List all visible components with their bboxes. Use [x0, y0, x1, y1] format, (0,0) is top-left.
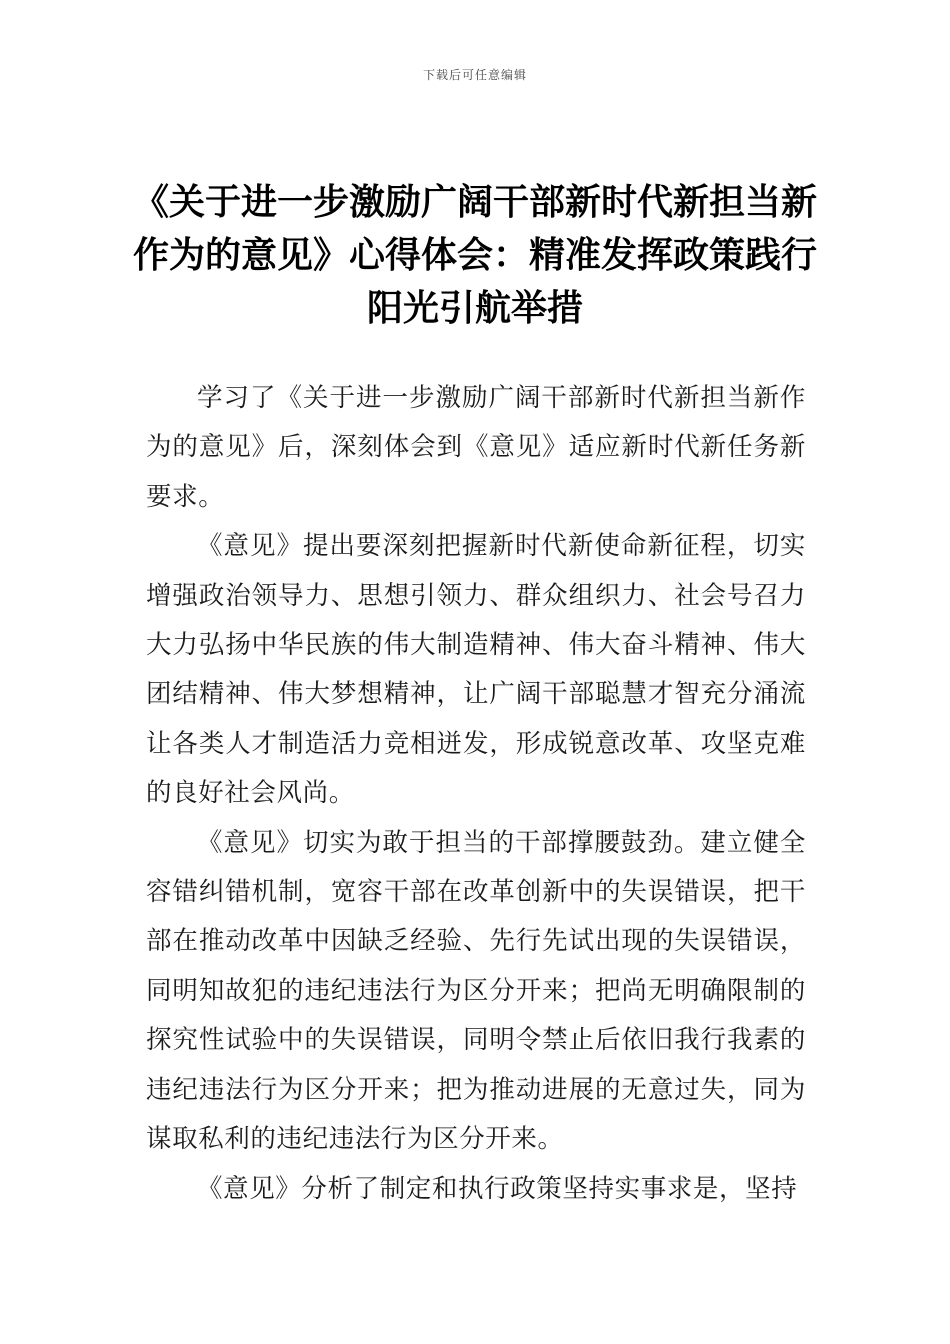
header-note: 下载后可任意编辑 — [422, 68, 527, 82]
document-title: 《关于进一步激励广阔干部新时代新担当新作为的意见》心得体会：精准发挥政策践行阳光引航举措 — [132, 182, 817, 329]
paragraph-4: 《意见》分析了制定和执行政策坚持实事求是，坚持 — [197, 1173, 798, 1204]
document-body — [146, 374, 806, 1214]
paragraph-1: 学习了《关于进一步激励广阔干部新时代新担当新作为的意见》后，深刻体会到《意见》适应新时代新任务新要求。 — [146, 383, 806, 512]
paragraph-2: 《意见》提出要深刻把握新时代新使命新征程，切实增强政治领导力、思想引领力、群众组织力、社会号召力大力弘扬中华民族的伟大制造精神、伟大奋斗精神、伟大团结精神、伟大梦想精神，让广阔干部聪慧才智充分涌流让各类人才制造活力竞相迸发，形成锐意改革、攻坚克难的良好社会风尚。 — [146, 531, 806, 809]
paragraph-3: 《意见》切实为敢于担当的干部撑腰鼓劲。建立健全容错纠错机制，宽容干部在改革创新中的失误错误，把干部在推动改革中因缺乏经验、先行先试出现的失误错误，同明知故犯的违纪违法行为区分开来；把尚无明确限制的探究性试验中的失误错误，同明令禁止后依旧我行我素的违纪违法行为区分开来；把为推动进展的无意过失，同为谋取私利的违纪违法行为区分开来。 — [146, 827, 806, 1155]
